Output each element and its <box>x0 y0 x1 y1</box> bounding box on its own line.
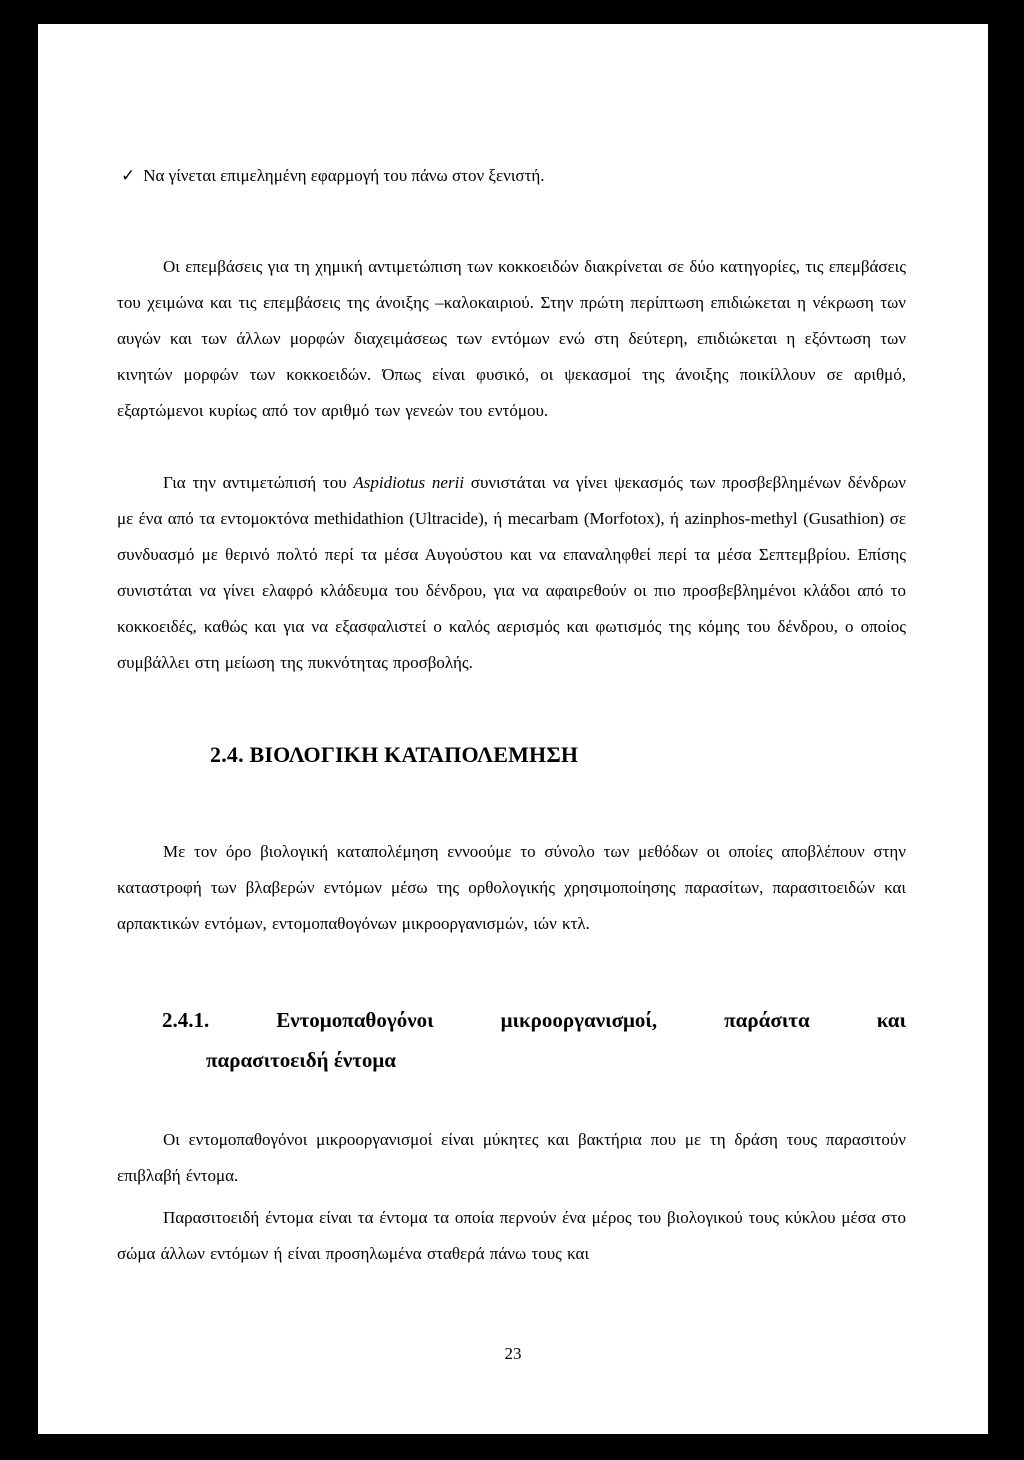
paragraph-chemical-control: Οι επεμβάσεις για τη χημική αντιμετώπιση των κοκκοειδών διακρίνεται σε δύο κατηγορίες, τις επεμβάσεις του χειμώνα και τις επεμβάσεις της άνοιξης –καλοκαιριού. Στην πρώτη περίπτωση επιδιώκεται η νέκρωση των αυγών και των άλλων μορφών διαχειμάσεως των εντόμων ενώ στη δεύτερη, επιδιώκεται η εξόντωση των κινητών μορφών των κοκκοειδών. Όπως είναι φυσικό, οι ψεκασμοί της άνοιξης ποικίλλουν σε αριθμό, εξαρτώμενοι κυρίως από τον αριθμό των γενεών του εντόμου. <box>117 257 906 420</box>
check-icon: ✓ <box>121 166 136 185</box>
subsection-word: μικροοργανισμοί, <box>500 1008 658 1032</box>
paragraph-aspidiotus <box>117 465 906 681</box>
document-page <box>38 24 988 1434</box>
subsection-heading <box>162 1000 906 1080</box>
subsection-number: 2.4.1. <box>162 1008 210 1032</box>
paragraph-text: συνιστάται να γίνει ψεκασμός των προσβεβλημένων δένδρων με ένα από τα εντομοκτόνα methidathion (Ultracide), ή mecarbam (Morfotox), ή azinphos-methyl (Gusathion) σε συνδυασμό με θερινό πολτό περί τα μέσα Αυγούστου και να επαναληφθεί περί τα μέσα Σεπτεμβρίου. Επίσης συνιστάται να γίνει ελαφρό κλάδευμα του δένδρου, για να αφαιρεθούν οι πιο προσβεβλημένοι κλάδοι από το κοκκοειδές, καθώς και για να εξασφαλιστεί ο καλός αερισμός και φωτισμός της κόμης του δένδρου, ο οποίος συμβάλλει στη μείωση της πυκνότητας προσβολής. <box>117 473 906 672</box>
section-heading: 2.4. ΒΙΟΛΟΓΙΚΗ ΚΑΤΑΠΟΛΕΜΗΣΗ <box>210 742 579 767</box>
subsection-word: παράσιτα <box>724 1008 810 1032</box>
bullet-text: Να γίνεται επιμελημένη εφαρμογή του πάνω στον ξενιστή. <box>143 166 545 185</box>
subsection-heading-line2: παρασιτοειδή έντομα <box>206 1048 397 1072</box>
paragraph-entomopathogens: Οι εντομοπαθογόνοι μικροοργανισμοί είναι μύκητες και βακτήρια που με τη δράση τους παρασιτούν επιβλαβή έντομα. <box>117 1130 906 1185</box>
species-name: Aspidiotus nerii <box>353 473 465 492</box>
page-number: 23 <box>504 1344 522 1363</box>
bullet-item <box>121 164 881 188</box>
subsection-heading-line1 <box>162 1000 906 1040</box>
subsection-word: και <box>876 1008 906 1032</box>
paragraph-biological-control: Με τον όρο βιολογική καταπολέμηση εννοούμε το σύνολο των μεθόδων οι οποίες αποβλέπουν στην καταστροφή των βλαβερών εντόμων μέσω της ορθολογικής χρησιμοποίησης παρασίτων, παρασιτοειδών και αρπακτικών εντόμων, εντομοπαθογόνων μικροοργανισμών, ιών κτλ. <box>117 842 906 933</box>
paragraph-parasitoids: Παρασιτοειδή έντομα είναι τα έντομα τα οποία περνούν ένα μέρος του βιολογικού τους κύκλου μέσα στο σώμα άλλων εντόμων ή είναι προσηλωμένα σταθερά πάνω τους και <box>117 1208 906 1263</box>
paragraph-text: Για την αντιμετώπισή του <box>163 473 354 492</box>
subsection-word: Εντομοπαθογόνοι <box>276 1008 434 1032</box>
